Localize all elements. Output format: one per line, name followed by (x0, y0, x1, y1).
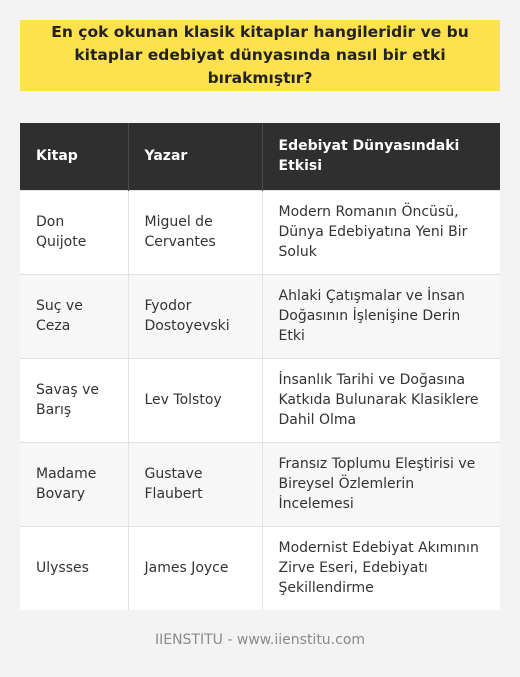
title-banner (20, 20, 500, 91)
column-header-kitap: Kitap (20, 123, 128, 190)
cell-impact: İnsanlık Tarihi ve Doğasına Katkıda Bulunarak Klasiklere Dahil Olma (262, 358, 500, 442)
cell-impact: Modern Romanın Öncüsü, Dünya Edebiyatına Yeni Bir Soluk (262, 190, 500, 274)
cell-author: Fyodor Dostoyevski (128, 274, 262, 358)
cell-impact: Fransız Toplumu Eleştirisi ve Bireysel Özlemlerin İncelemesi (262, 442, 500, 526)
cell-book: Suç ve Ceza (20, 274, 128, 358)
footer-credit: IIENSTITU - www.iienstitu.com (154, 632, 366, 648)
table-header-row (20, 123, 500, 190)
cell-author: Miguel de Cervantes (128, 190, 262, 274)
table-row (20, 190, 500, 274)
table-row (20, 358, 500, 442)
cell-book: Don Quijote (20, 190, 128, 274)
cell-book: Ulysses (20, 526, 128, 610)
page-title: En çok okunan klasik kitaplar hangileridir ve bu kitaplar edebiyat dünyasında nasıl bir etki bırakmıştır? (51, 23, 469, 87)
table-row (20, 274, 500, 358)
cell-author: James Joyce (128, 526, 262, 610)
cell-author: Lev Tolstoy (128, 358, 262, 442)
cell-book: Savaş ve Barış (20, 358, 128, 442)
column-header-yazar: Yazar (128, 123, 262, 190)
table-row (20, 526, 500, 610)
cell-book: Madame Bovary (20, 442, 128, 526)
cell-impact: Modernist Edebiyat Akımının Zirve Eseri, Edebiyatı Şekillendirme (262, 526, 500, 610)
column-header-etki: Edebiyat Dünyasındaki Etkisi (262, 123, 500, 190)
cell-author: Gustave Flaubert (128, 442, 262, 526)
table-row (20, 442, 500, 526)
books-table (20, 123, 500, 610)
cell-impact: Ahlaki Çatışmalar ve İnsan Doğasının İşlenişine Derin Etki (262, 274, 500, 358)
